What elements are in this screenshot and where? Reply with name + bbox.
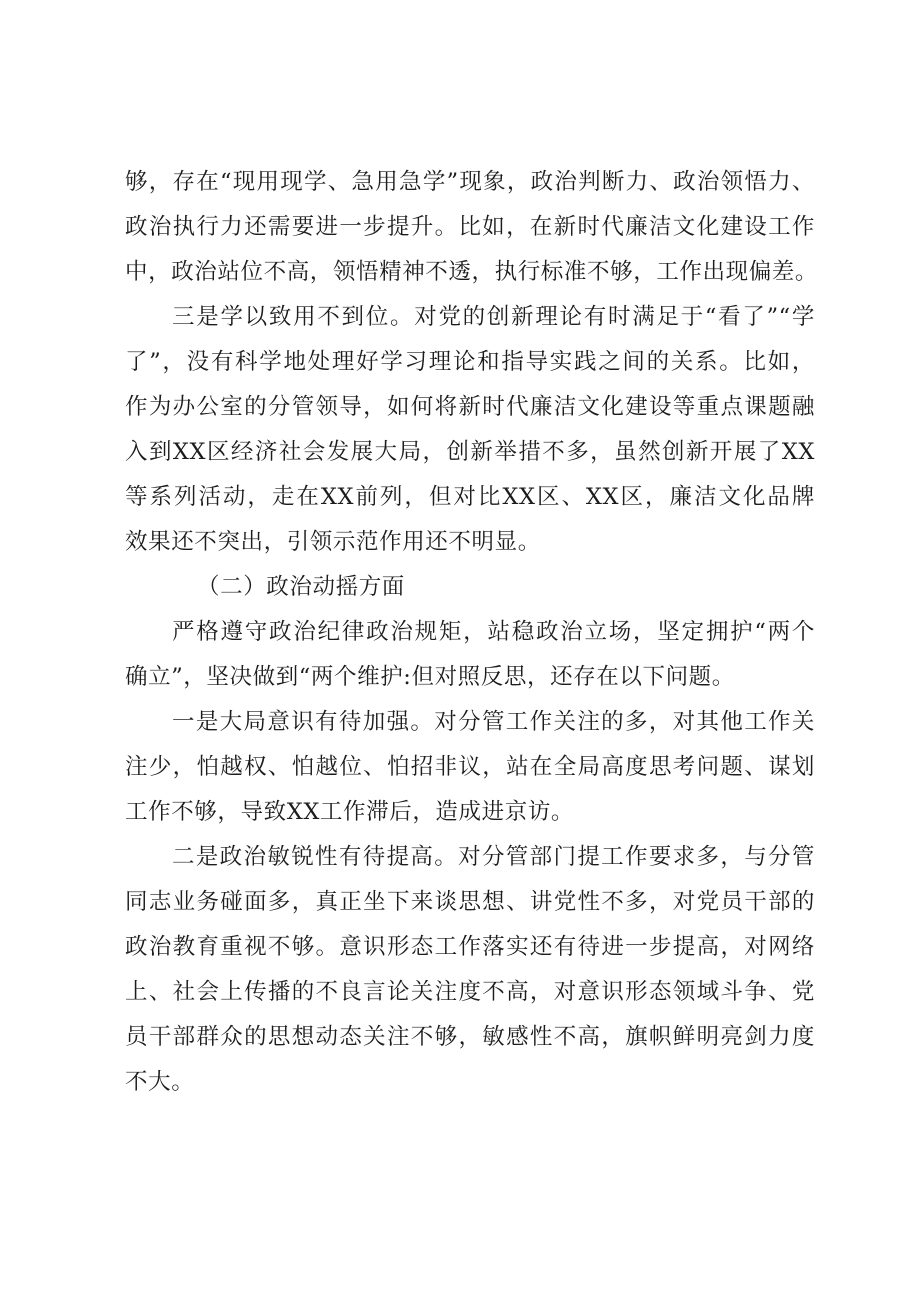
text-line: 了”，没有科学地处理好学习理论和指导实践之间的关系。比如， [125,349,815,375]
paragraph-first-line: 二是政治敏锐性有待提高。对分管部门提工作要求多，与分管 [172,844,815,870]
text-line: 上、社会上传播的不良言论关注度不高，对意识形态领域斗争、党 [125,979,815,1005]
text-line: 政治执行力还需要进一步提升。比如，在新时代廉洁文化建设工作 [125,214,815,240]
text-line: 确立”，坚决做到“两个维护:但对照反思，还存在以下问题。 [125,664,735,690]
body-text [125,160,819,1105]
text-line: 工作不够，导致XX工作滞后，造成进京访。 [125,799,575,825]
text-line: 效果还不突出，引领示范作用还不明显。 [125,529,541,555]
text-line: 中，政治站位不高，领悟精神不透，执行标准不够，工作出现偏差。 [125,259,819,285]
text-line: 入到XX区经济社会发展大局，创新举措不多，虽然创新开展了XX [125,439,815,465]
text-line: 政治教育重视不够。意识形态工作落实还有待进一步提高，对网络 [125,934,815,960]
text-line: 够，存在“现用现学、急用急学”现象，政治判断力、政治领悟力、 [125,169,815,195]
text-line: 员干部群众的思想动态关注不够，敏感性不高，旗帜鲜明亮剑力度 [125,1024,815,1050]
text-line: 同志业务碰面多，真正坐下来谈思想、讲党性不多，对党员干部的 [125,889,815,915]
text-line: 等系列活动，走在XX前列，但对比XX区、XX区，廉洁文化品牌 [125,484,815,510]
section-heading: （二）政治动摇方面 [197,574,405,600]
text-line: 不大。 [125,1069,195,1095]
paragraph-first-line: 三是学以致用不到位。对党的创新理论有时满足于“看了”“学 [172,304,815,330]
text-line: 注少，怕越权、怕越位、怕招非议，站在全局高度思考问题、谋划 [125,754,815,780]
paragraph-first-line: 一是大局意识有待加强。对分管工作关注的多，对其他工作关 [172,709,815,735]
text-line: 作为办公室的分管领导，如何将新时代廉洁文化建设等重点课题融 [125,394,815,420]
paragraph-first-line: 严格遵守政治纪律政治规矩，站稳政治立场，坚定拥护“两个 [172,619,815,645]
